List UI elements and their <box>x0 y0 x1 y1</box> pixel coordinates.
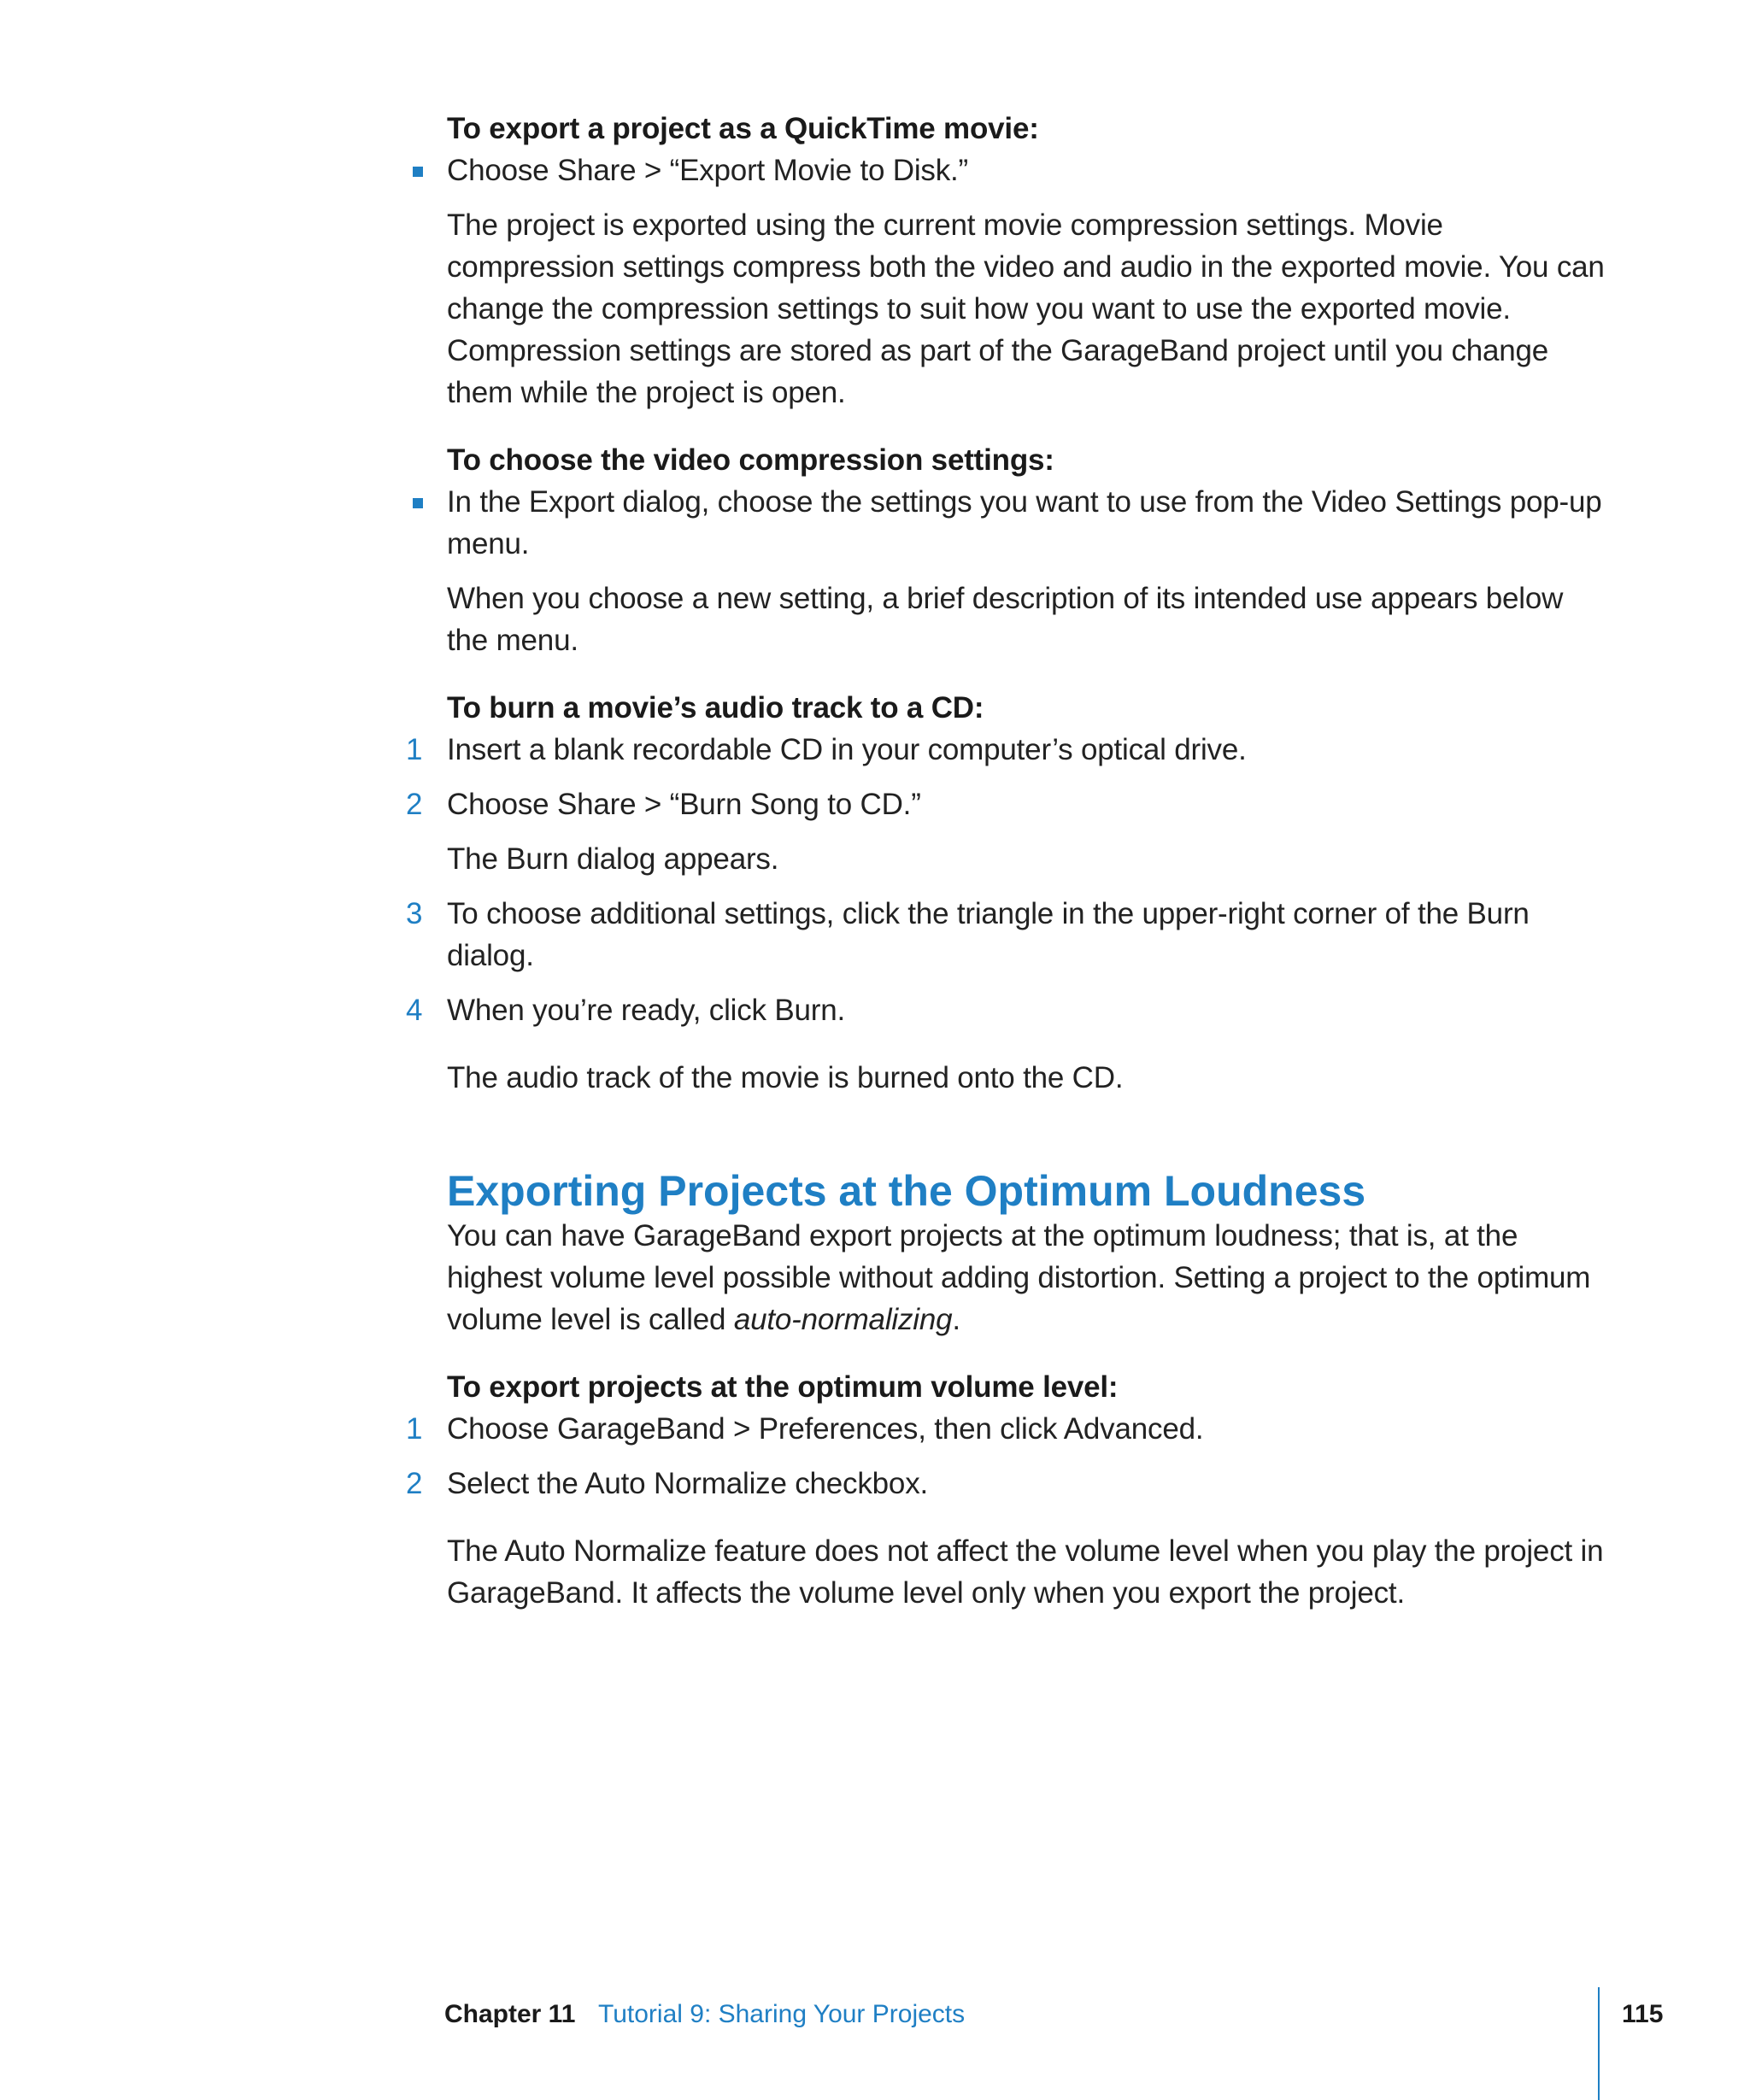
square-bullet-icon <box>413 167 423 177</box>
body-paragraph: The audio track of the movie is burned onto the CD. <box>447 1061 1124 1094</box>
task-heading-video-compression: To choose the video compression settings: <box>447 443 1054 477</box>
bullet-item <box>447 150 1609 191</box>
step-item-2 <box>406 783 1609 825</box>
square-bullet-icon <box>413 498 423 508</box>
bullet-text: Choose Share > “Export Movie to Disk.” <box>447 154 969 187</box>
footer-chapter: Chapter 11 <box>444 2000 576 2028</box>
step-text: Insert a blank recordable CD in your computer’s optical drive. <box>447 733 1247 766</box>
task-heading-optimum-volume: To export projects at the optimum volume level: <box>447 1370 1119 1404</box>
body-paragraph: The Auto Normalize feature does not affect the volume level when you play the project in GarageBand. It affects the volume level only when you export the project. <box>447 1534 1604 1610</box>
page-footer <box>444 1997 1666 2032</box>
step-text: Select the Auto Normalize checkbox. <box>447 1467 929 1500</box>
intro-term: auto-normalizing <box>733 1303 953 1336</box>
step-number: 1 <box>406 733 423 766</box>
footer-chapter-title: Tutorial 9: Sharing Your Projects <box>598 2000 966 2028</box>
step-note: The Burn dialog appears. <box>447 842 779 876</box>
step-number: 2 <box>406 1467 423 1500</box>
step-text: Choose Share > “Burn Song to CD.” <box>447 788 921 821</box>
section-title: Exporting Projects at the Optimum Loudness <box>447 1167 1366 1215</box>
step-item-1 <box>406 729 1609 771</box>
body-paragraph: When you choose a new setting, a brief description of its intended use appears below the menu. <box>447 582 1564 657</box>
step-text: When you’re ready, click Burn. <box>447 994 846 1027</box>
step-item-3 <box>406 893 1609 977</box>
step-number: 4 <box>406 994 423 1027</box>
page-number: 115 <box>1622 2000 1664 2028</box>
step-number: 2 <box>406 788 423 821</box>
body-paragraph: The project is exported using the current movie compression settings. Movie compression settings compress both the video and audio in the exported movie. You can change the compression settings to suit how you want to use the exported movie. Compression settings are stored as part of the GarageBand project until you change them while the project is open. <box>447 208 1605 409</box>
step-item-2 <box>406 1463 1609 1505</box>
step-item-4 <box>406 989 1609 1031</box>
intro-text: You can have GarageBand export projects at the optimum loudness; that is, at the highest volume level possible without adding distortion. Setting a project to the optimum volume level is called <box>447 1219 1591 1336</box>
task-heading-burn-cd: To burn a movie’s audio track to a CD: <box>447 691 984 724</box>
footer-divider <box>1598 1987 1600 2100</box>
step-number: 1 <box>406 1412 423 1446</box>
step-text: To choose additional settings, click the triangle in the upper-right corner of the Burn dialog. <box>447 897 1530 972</box>
intro-end: . <box>952 1303 960 1336</box>
intro-paragraph <box>447 1215 1609 1340</box>
bullet-text: In the Export dialog, choose the settings you want to use from the Video Settings pop-up menu. <box>447 485 1602 560</box>
bullet-item <box>447 481 1609 565</box>
page-content <box>406 108 1609 1614</box>
step-number: 3 <box>406 897 423 930</box>
step-text: Choose GarageBand > Preferences, then click Advanced. <box>447 1412 1204 1446</box>
step-item-1 <box>406 1408 1609 1450</box>
task-heading-export-quicktime: To export a project as a QuickTime movie: <box>447 112 1039 145</box>
